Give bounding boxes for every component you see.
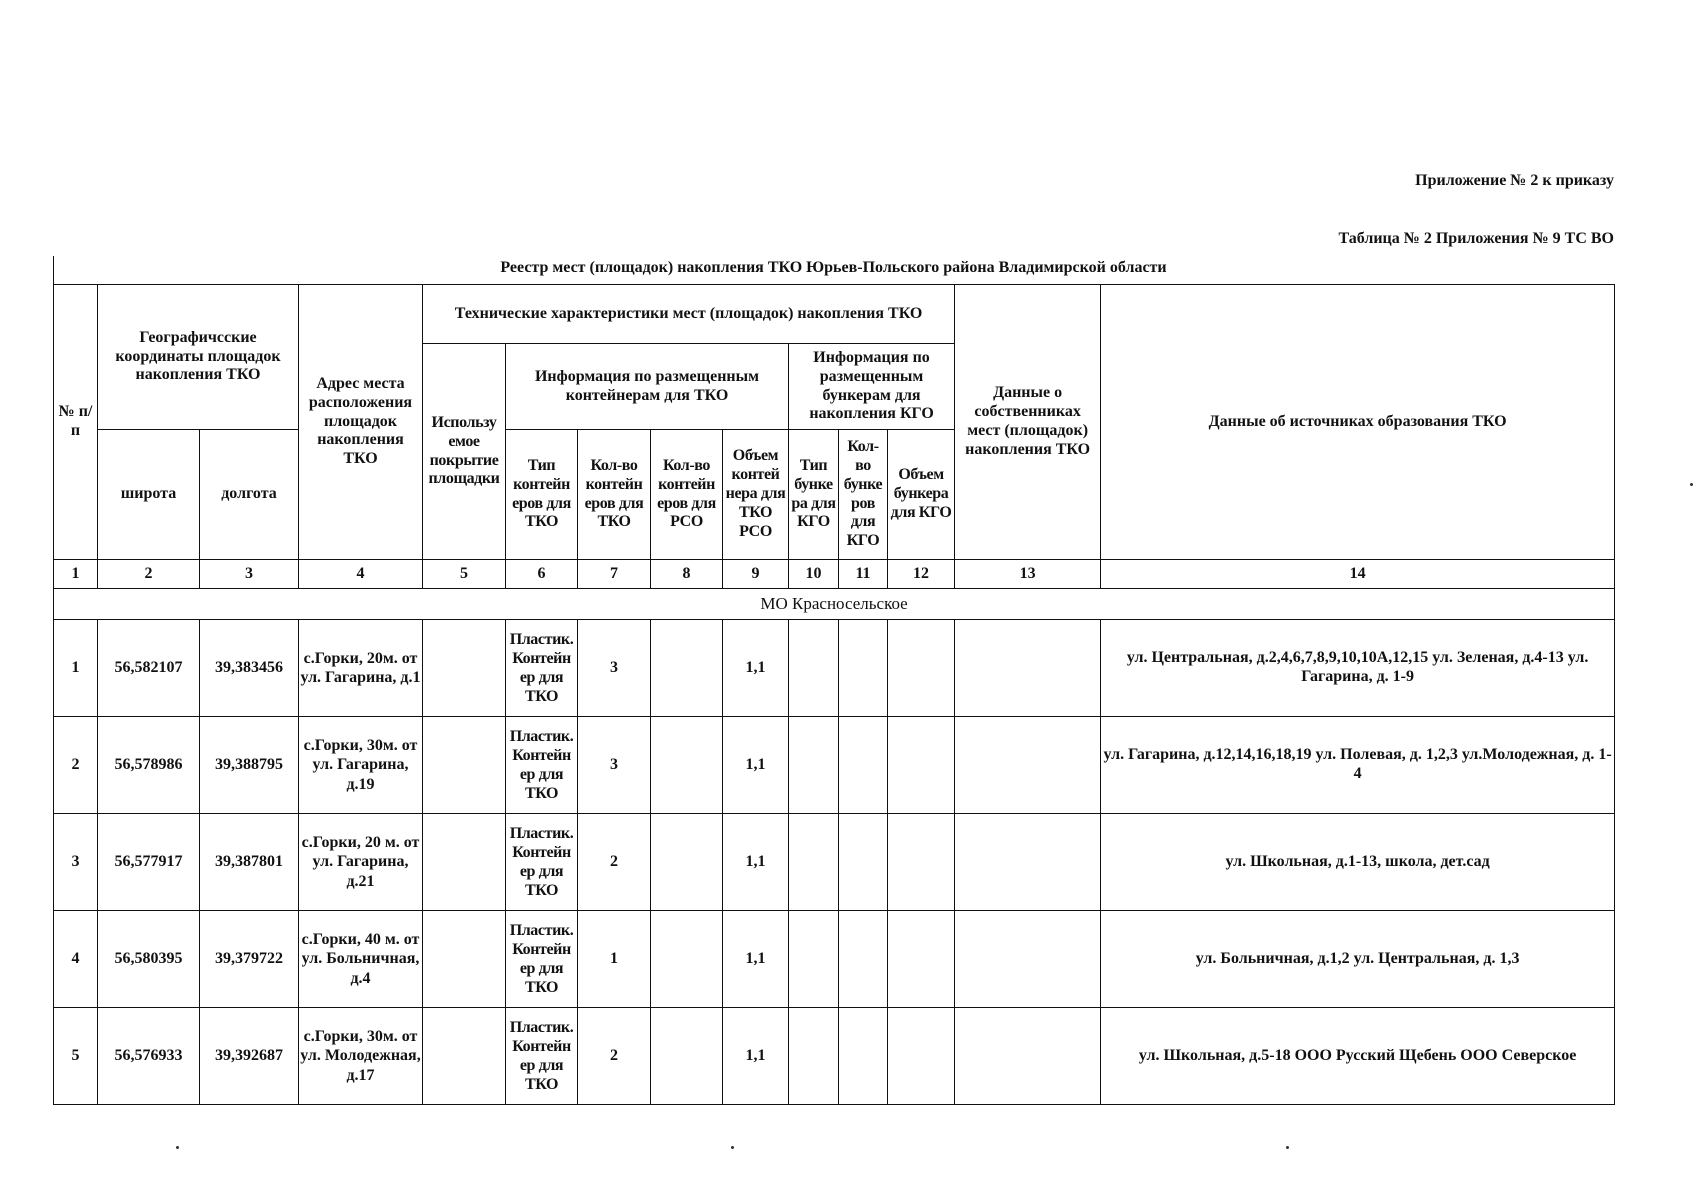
col-header-longitude: долгота — [200, 430, 299, 560]
coverage-cell — [423, 814, 506, 911]
column-number: 7 — [578, 560, 651, 589]
col-header-coverage: Использу емое покрытие площадки — [423, 344, 506, 560]
column-number: 10 — [789, 560, 839, 589]
longitude-cell: 39,387801 — [200, 814, 299, 911]
column-number: 5 — [423, 560, 506, 589]
row-number: 1 — [54, 620, 98, 717]
container-volume-cell: 1,1 — [723, 1008, 789, 1105]
bunker-volume-cell — [888, 620, 955, 717]
column-number: 6 — [506, 560, 578, 589]
latitude-cell: 56,580395 — [98, 911, 200, 1008]
col-header-geo: Географичсские координаты площадок накопления ТКО — [98, 285, 299, 430]
scan-speck — [176, 1146, 179, 1149]
scan-speck — [1690, 483, 1693, 486]
longitude-cell: 39,383456 — [200, 620, 299, 717]
table-row — [54, 814, 1615, 911]
bunker-volume-cell — [888, 814, 955, 911]
owners-cell — [955, 620, 1101, 717]
sources-cell: ул. Школьная, д.1-13, школа, дет.сад — [1101, 814, 1615, 911]
longitude-cell: 39,388795 — [200, 717, 299, 814]
address-cell: с.Горки, 20 м. от ул. Гагарина, д.21 — [299, 814, 423, 911]
registry-title: Реестр мест (площадок) накопления ТКО Юрьев-Польского района Владимирской области — [500, 259, 1167, 276]
annex-label: Приложение № 2 к приказу — [1415, 172, 1614, 189]
table-row — [54, 911, 1615, 1008]
container-volume-cell: 1,1 — [723, 814, 789, 911]
col-header-containers: Информация по размещенным контейнерам для ТКО — [506, 344, 789, 430]
col-header-number: № п/п — [54, 285, 98, 560]
container-type-cell: Пластик. Контейн ер для ТКО — [506, 1008, 578, 1105]
column-number: 13 — [955, 560, 1101, 589]
container-count-rso-cell — [651, 814, 723, 911]
bunker-count-cell — [839, 814, 888, 911]
col-header-container-volume: Объем контей нера для ТКО РСО — [723, 430, 789, 560]
bunker-type-cell — [789, 717, 839, 814]
bunker-count-cell — [839, 620, 888, 717]
address-cell: с.Горки, 30м. от ул. Гагарина, д.19 — [299, 717, 423, 814]
col-header-container-count-rso: Кол-во контейн еров для РСО — [651, 430, 723, 560]
bunker-type-cell — [789, 1008, 839, 1105]
container-type-cell: Пластик. Контейн ер для ТКО — [506, 911, 578, 1008]
table-row — [54, 620, 1615, 717]
container-count-tko-cell: 3 — [578, 717, 651, 814]
coverage-cell — [423, 1008, 506, 1105]
col-header-tech: Технические характеристики мест (площадок) накопления ТКО — [423, 285, 955, 344]
column-number: 2 — [98, 560, 200, 589]
row-number: 4 — [54, 911, 98, 1008]
sources-cell: ул. Больничная, д.1,2 ул. Центральная, д. 1,3 — [1101, 911, 1615, 1008]
container-type-cell: Пластик. Контейн ер для ТКО — [506, 814, 578, 911]
col-header-bunkers: Информация по размещенным бункерам для накопления КГО — [789, 344, 955, 430]
longitude-cell: 39,392687 — [200, 1008, 299, 1105]
column-number: 14 — [1101, 560, 1615, 589]
column-number: 1 — [54, 560, 98, 589]
bunker-volume-cell — [888, 1008, 955, 1105]
scan-speck — [1286, 1146, 1289, 1149]
sources-cell: ул. Центральная, д.2,4,6,7,8,9,10,10А,12,15 ул. Зеленая, д.4-13 ул. Гагарина, д. 1-9 — [1101, 620, 1615, 717]
latitude-cell: 56,577917 — [98, 814, 200, 911]
container-count-rso-cell — [651, 620, 723, 717]
owners-cell — [955, 911, 1101, 1008]
registry-table — [53, 284, 1615, 1105]
col-header-latitude: широта — [98, 430, 200, 560]
container-count-rso-cell — [651, 1008, 723, 1105]
bunker-type-cell — [789, 620, 839, 717]
container-volume-cell: 1,1 — [723, 717, 789, 814]
container-count-tko-cell: 2 — [578, 1008, 651, 1105]
coverage-cell — [423, 620, 506, 717]
container-count-rso-cell — [651, 911, 723, 1008]
latitude-cell: 56,582107 — [98, 620, 200, 717]
col-header-container-count-tko: Кол-во контейн еров для ТКО — [578, 430, 651, 560]
bunker-volume-cell — [888, 717, 955, 814]
container-type-cell: Пластик. Контейн ер для ТКО — [506, 620, 578, 717]
container-count-rso-cell — [651, 717, 723, 814]
bunker-count-cell — [839, 717, 888, 814]
col-header-sources: Данные об источниках образования ТКО — [1101, 285, 1615, 560]
col-header-address: Адрес места расположения площадок накопления ТКО — [299, 285, 423, 560]
scan-speck — [731, 1146, 734, 1149]
owners-cell — [955, 814, 1101, 911]
table-number-label: Таблица № 2 Приложения № 9 ТС ВО — [1338, 230, 1614, 247]
table-row — [54, 1008, 1615, 1105]
row-number: 3 — [54, 814, 98, 911]
bunker-type-cell — [789, 814, 839, 911]
row-number: 5 — [54, 1008, 98, 1105]
col-header-owners: Данные о собственниках мест (площадок) накопления ТКО — [955, 285, 1101, 560]
column-number: 12 — [888, 560, 955, 589]
row-number: 2 — [54, 717, 98, 814]
table-row — [54, 717, 1615, 814]
column-number: 11 — [839, 560, 888, 589]
coverage-cell — [423, 717, 506, 814]
container-type-cell: Пластик. Контейн ер для ТКО — [506, 717, 578, 814]
sources-cell: ул. Гагарина, д.12,14,16,18,19 ул. Полевая, д. 1,2,3 ул.Молодежная, д. 1-4 — [1101, 717, 1615, 814]
bunker-volume-cell — [888, 911, 955, 1008]
column-number: 4 — [299, 560, 423, 589]
column-number: 8 — [651, 560, 723, 589]
address-cell: с.Горки, 20м. от ул. Гагарина, д.1 — [299, 620, 423, 717]
container-volume-cell: 1,1 — [723, 911, 789, 1008]
latitude-cell: 56,578986 — [98, 717, 200, 814]
container-volume-cell: 1,1 — [723, 620, 789, 717]
container-count-tko-cell: 2 — [578, 814, 651, 911]
latitude-cell: 56,576933 — [98, 1008, 200, 1105]
owners-cell — [955, 717, 1101, 814]
coverage-cell — [423, 911, 506, 1008]
bunker-count-cell — [839, 911, 888, 1008]
column-number: 3 — [200, 560, 299, 589]
col-header-bunker-volume: Объем бункера для КГО — [888, 430, 955, 560]
container-count-tko-cell: 3 — [578, 620, 651, 717]
col-header-bunker-type: Тип бунке ра для КГО — [789, 430, 839, 560]
owners-cell — [955, 1008, 1101, 1105]
bunker-type-cell — [789, 911, 839, 1008]
section-heading: МО Красносельское — [54, 589, 1615, 620]
address-cell: с.Горки, 40 м. от ул. Больничная, д.4 — [299, 911, 423, 1008]
column-number: 9 — [723, 560, 789, 589]
sources-cell: ул. Школьная, д.5-18 ООО Русский Щебень ООО Северское — [1101, 1008, 1615, 1105]
col-header-bunker-count: Кол- во бунке ров для КГО — [839, 430, 888, 560]
col-header-container-type: Тип контейн еров для ТКО — [506, 430, 578, 560]
container-count-tko-cell: 1 — [578, 911, 651, 1008]
address-cell: с.Горки, 30м. от ул. Молодежная, д.17 — [299, 1008, 423, 1105]
longitude-cell: 39,379722 — [200, 911, 299, 1008]
bunker-count-cell — [839, 1008, 888, 1105]
